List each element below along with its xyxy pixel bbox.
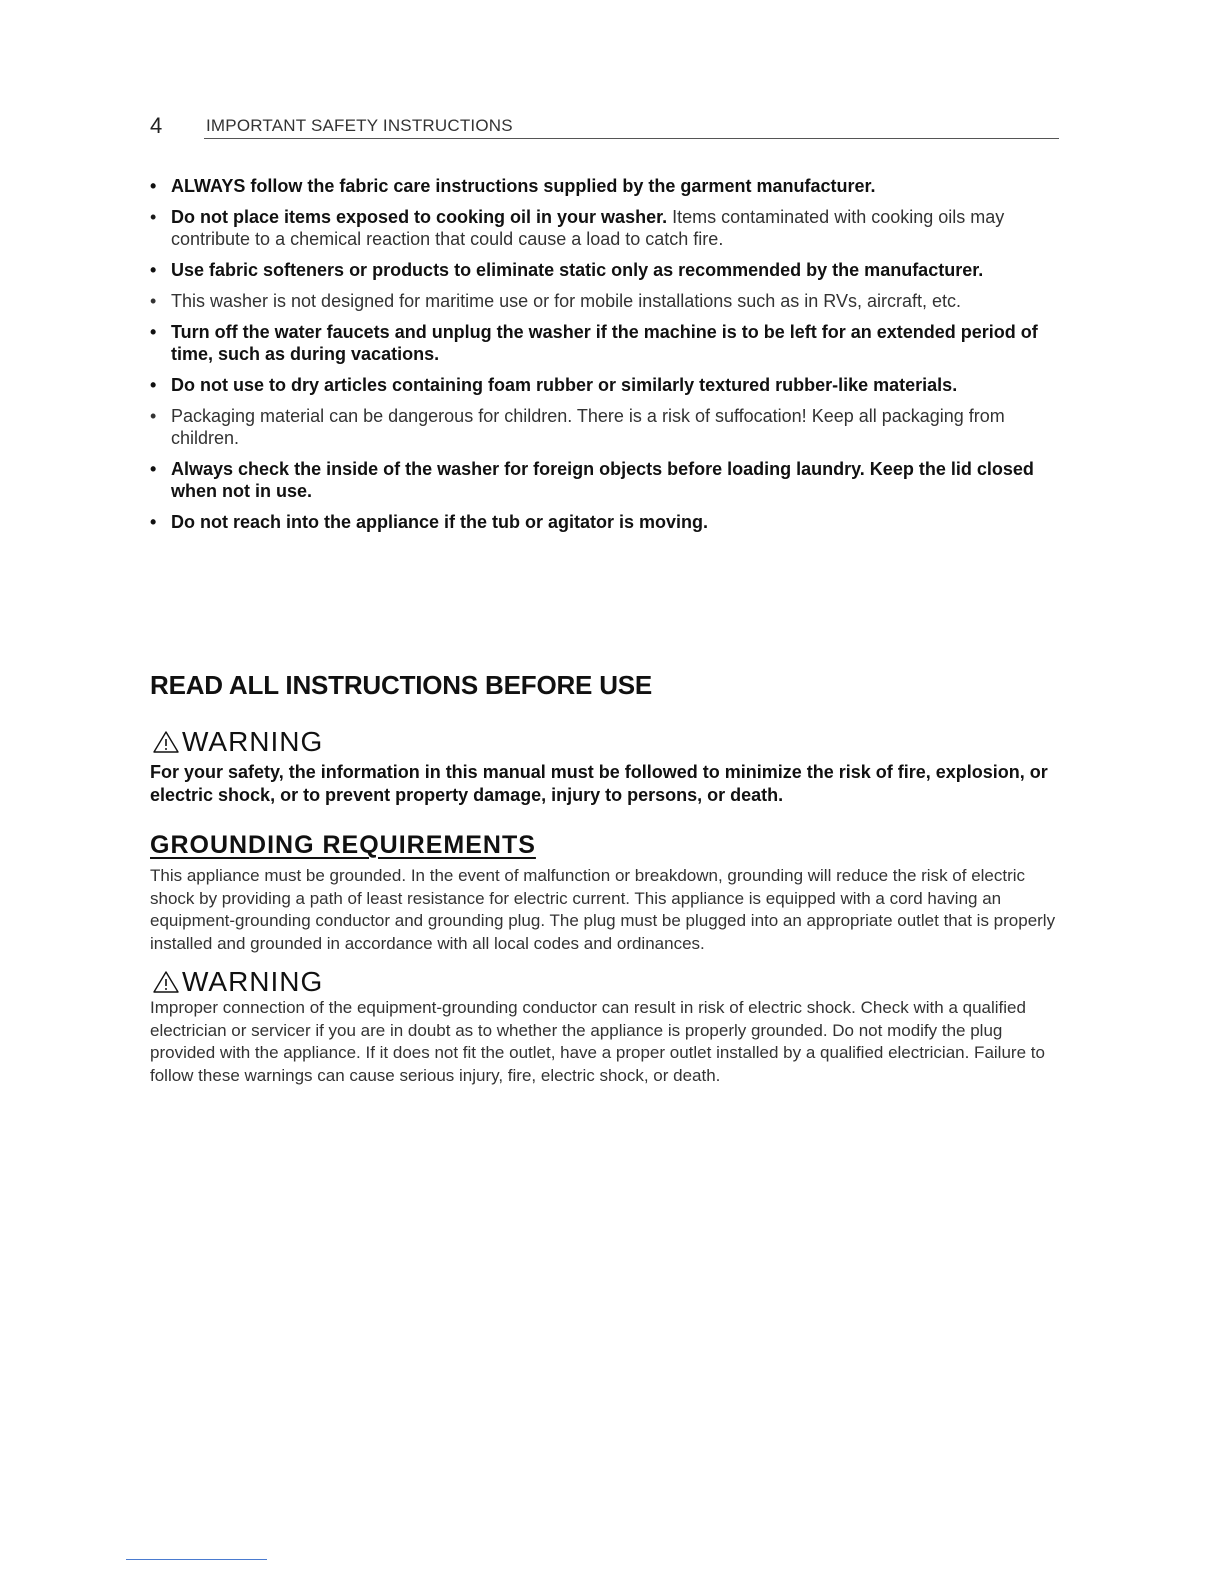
grounding-text: This appliance must be grounded. In the event of malfunction or breakdown, grounding will reduce the risk of electric shock by providing a path of least resistance for electric current. This appliance is equipped with a cord having an equipment-grounding conductor and grounding plug. The plug must be plugged into an appropriate outlet that is properly installed and grounded in accordance with all local codes and ordinances. bbox=[150, 866, 1056, 953]
bullet-rest-text: Items contaminated with cooking oils may contribute to a chemical reaction that could cause a load to catch fire. bbox=[171, 207, 1005, 249]
footer-link-rule bbox=[126, 1559, 267, 1560]
bullet-dot: • bbox=[150, 406, 157, 426]
warning-label: WARNING bbox=[182, 726, 324, 757]
bullet-dot: • bbox=[150, 459, 157, 479]
bullet-text: ALWAYS follow the fabric care instructions supplied by the garment manufacturer. bbox=[171, 176, 876, 196]
bullet-text: Packaging material can be dangerous for children. There is a risk of suffocation! Keep all packaging from children. bbox=[171, 406, 1005, 448]
bullet-dot: • bbox=[150, 260, 157, 280]
grounding-heading: GROUNDING REQUIREMENTS bbox=[150, 831, 536, 859]
section-title: IMPORTANT SAFETY INSTRUCTIONS bbox=[206, 116, 513, 135]
bullet-dot: • bbox=[150, 375, 157, 395]
list-item bbox=[150, 405, 1060, 449]
warning-heading bbox=[152, 966, 323, 998]
list-item bbox=[150, 321, 1060, 365]
bullet-dot: • bbox=[150, 512, 157, 532]
read-all-heading: READ ALL INSTRUCTIONS BEFORE USE bbox=[150, 670, 653, 700]
list-item bbox=[150, 458, 1060, 502]
header-rule bbox=[204, 138, 1059, 139]
warning-text: For your safety, the information in this manual must be followed to minimize the risk of fire, explosion, or electric shock, or to prevent property damage, injury to persons, or death. bbox=[150, 762, 1048, 805]
list-item bbox=[150, 374, 1060, 396]
list-item bbox=[150, 175, 1060, 197]
list-item bbox=[150, 290, 1060, 312]
bullet-dot: • bbox=[150, 176, 157, 196]
bullet-text: Use fabric softeners or products to eliminate static only as recommended by the manufacturer. bbox=[171, 260, 984, 280]
bullet-dot: • bbox=[150, 207, 157, 227]
bullet-text: Always check the inside of the washer for foreign objects before loading laundry. Keep the lid closed when not in use. bbox=[171, 459, 1034, 501]
warning-heading bbox=[152, 726, 323, 758]
page-number: 4 bbox=[150, 113, 163, 138]
bullet-dot: • bbox=[150, 291, 157, 311]
list-item bbox=[150, 511, 1060, 533]
bullet-text: This washer is not designed for maritime use or for mobile installations such as in RVs, aircraft, etc. bbox=[171, 291, 961, 311]
warning-triangle-icon bbox=[152, 730, 180, 754]
warning-triangle-icon bbox=[152, 970, 180, 994]
bullet-text: Do not reach into the appliance if the tub or agitator is moving. bbox=[171, 512, 709, 532]
safety-bullet-list bbox=[150, 175, 1060, 542]
bullet-lead-text: Do not place items exposed to cooking oil in your washer. bbox=[171, 207, 668, 227]
warning-text: Improper connection of the equipment-grounding conductor can result in risk of electric shock. Check with a qualified electrician or servicer if you are in doubt as to whether the appliance is properly grounded. Do not modify the plug provided with the appliance. If it does not fit the outlet, have a proper outlet installed by a qualified electrician. Failure to follow these warnings can cause serious injury, fire, electric shock, or death. bbox=[150, 998, 1045, 1085]
bullet-dot: • bbox=[150, 322, 157, 342]
list-item bbox=[150, 206, 1060, 250]
warning-label: WARNING bbox=[182, 966, 324, 997]
bullet-text: Turn off the water faucets and unplug the washer if the machine is to be left for an extended period of time, such as during vacations. bbox=[171, 322, 1038, 364]
bullet-text: Do not use to dry articles containing foam rubber or similarly textured rubber-like materials. bbox=[171, 375, 958, 395]
list-item bbox=[150, 259, 1060, 281]
